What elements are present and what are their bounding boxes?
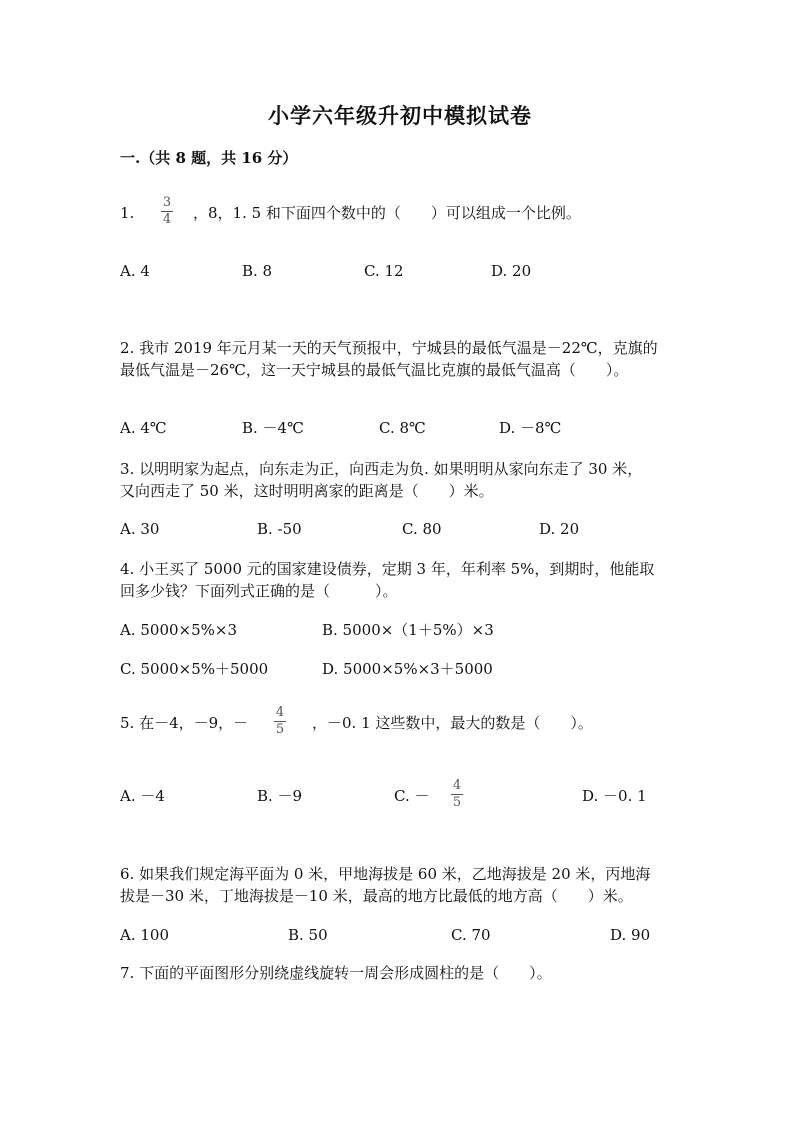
option-a: A. 4℃	[120, 419, 167, 437]
option-c: C. 70	[451, 926, 491, 944]
option-c: C. 5000×5%＋5000	[120, 660, 269, 678]
option-c: C. －	[394, 787, 430, 805]
section-heading: 一.（共 8 题，共 16 分）	[120, 149, 298, 167]
option-c: C. 80	[402, 520, 442, 538]
question-text-line: 回多少钱？下面列式正确的是（ ）。	[120, 582, 398, 600]
question-text-line: 又向西走了 50 米，这时明明离家的距离是（ ）米。	[120, 482, 494, 500]
fraction-denominator: 5	[452, 795, 462, 810]
question-text-line: 4. 小王买了 5000 元的国家建设债券，定期 3 年，年利率 5%，到期时，他能取	[120, 560, 655, 578]
question-number: 1.	[120, 204, 135, 222]
option-b: B. -50	[257, 520, 302, 538]
option-d: D. －8℃	[499, 419, 562, 437]
fraction-numerator: 4	[452, 778, 462, 793]
fraction	[451, 779, 463, 810]
option-d: D. 20	[491, 262, 532, 280]
question-text-line: 7. 下面的平面图形分别绕虚线旋转一周会形成圆柱的是（ ）。	[120, 964, 552, 982]
option-d: D. －0. 1	[582, 787, 647, 805]
option-a: A. －4	[120, 787, 165, 805]
option-b: B. 8	[242, 262, 273, 280]
question-text-line: 2. 我市 2019 年元月某一天的天气预报中，宁城县的最低气温是－22℃，克旗的	[120, 339, 658, 357]
question-text-prefix: 5. 在－4，－9，－	[120, 714, 249, 732]
option-b: B. 5000×（1＋5%）×3	[322, 621, 494, 639]
option-b: B. －4℃	[242, 419, 304, 437]
fraction	[274, 706, 286, 737]
fraction-denominator: 5	[275, 722, 285, 737]
fraction-numerator: 3	[162, 195, 172, 210]
option-d: D. 20	[539, 520, 580, 538]
fraction-numerator: 4	[275, 705, 285, 720]
option-d: D. 90	[610, 926, 651, 944]
fraction	[161, 196, 173, 227]
option-c: C. 8℃	[379, 419, 426, 437]
option-b: B. －9	[257, 787, 303, 805]
question-text: ，8，1. 5 和下面四个数中的（ ）可以组成一个比例。	[193, 204, 581, 222]
option-a: A. 30	[120, 520, 160, 538]
option-a: A. 100	[120, 926, 169, 944]
question-text-line: 3. 以明明家为起点，向东走为正，向西走为负. 如果明明从家向东走了 30 米，	[120, 460, 643, 478]
option-a: A. 4	[120, 262, 150, 280]
option-a: A. 5000×5%×3	[120, 621, 238, 639]
option-c: C. 12	[364, 262, 404, 280]
fraction-denominator: 4	[162, 212, 172, 227]
question-text-line: 6. 如果我们规定海平面为 0 米，甲地海拔是 60 米，乙地海拔是 20 米，丙地海	[120, 865, 651, 883]
page-title: 小学六年级升初中模拟试卷	[268, 103, 532, 128]
option-d: D. 5000×5%×3＋5000	[322, 660, 493, 678]
question-text-line: 最低气温是－26℃，这一天宁城县的最低气温比克旗的最低气温高（ ）。	[120, 361, 629, 379]
question-text-suffix: ，－0. 1 这些数中，最大的数是（ ）。	[312, 714, 593, 732]
option-b: B. 50	[288, 926, 328, 944]
question-text-line: 拔是－30 米，丁地海拔是－10 米，最高的地方比最低的地方高（ ）米。	[120, 887, 633, 905]
